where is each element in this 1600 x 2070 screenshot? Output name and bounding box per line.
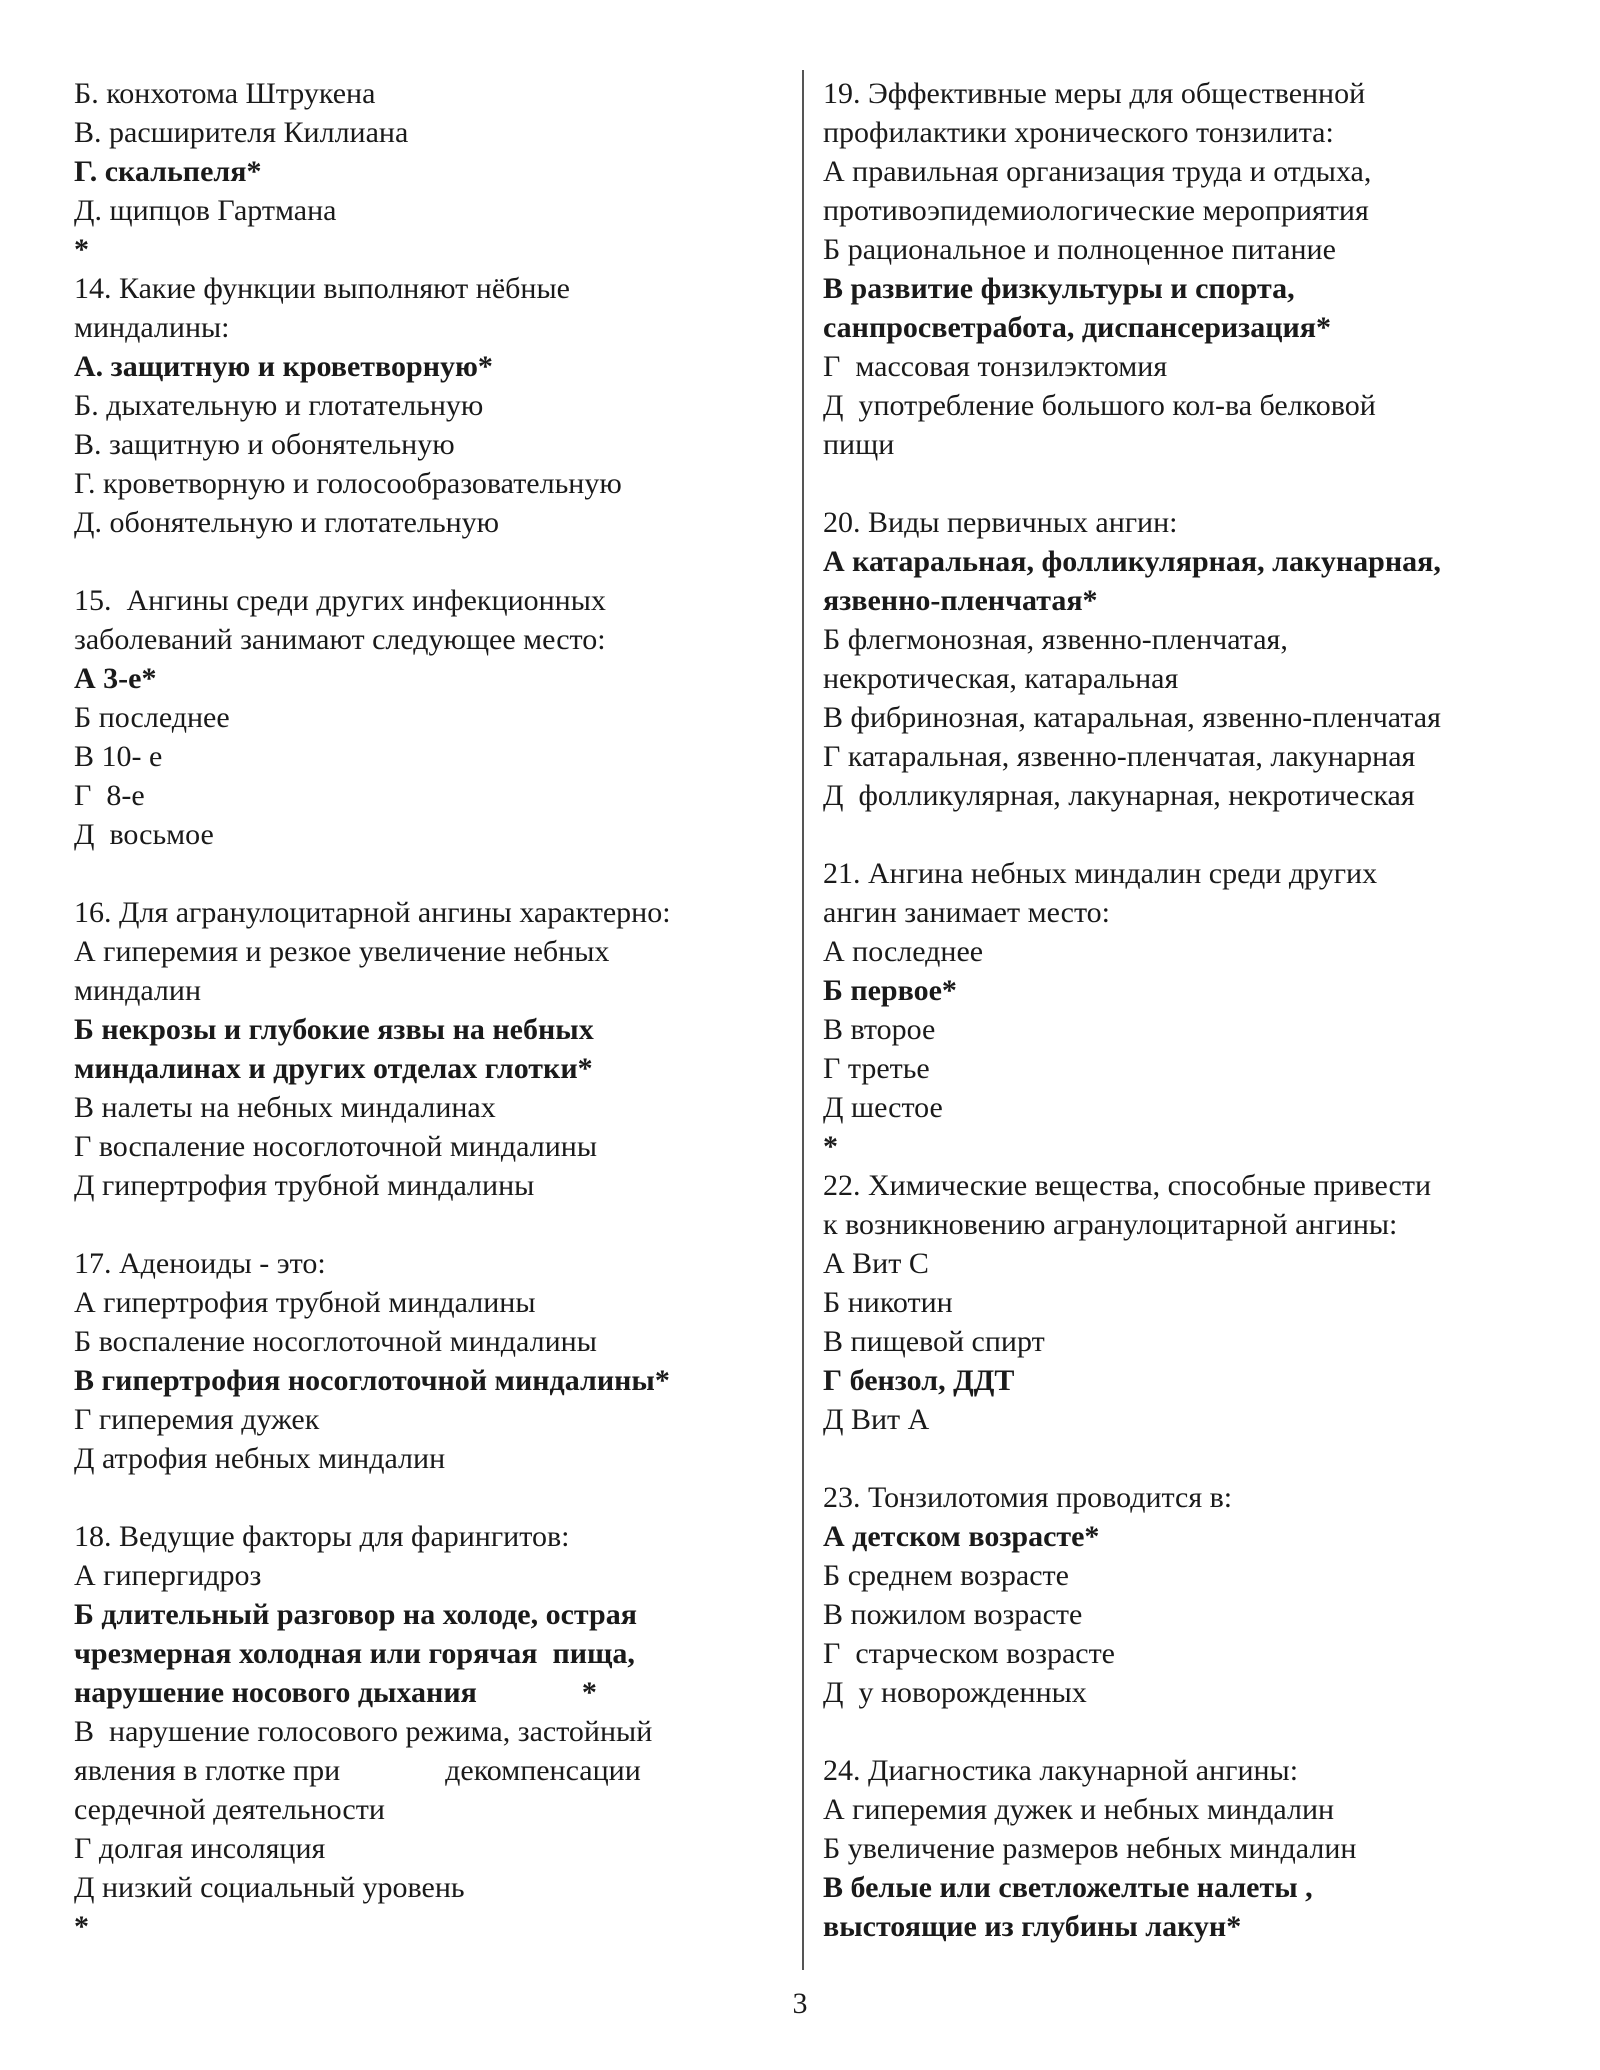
text-line: Д. щипцов Гартмана: [74, 194, 337, 227]
right-column: [823, 74, 1563, 1946]
text-line: А. защитную и кроветворную*: [74, 350, 493, 383]
text-line: В развитие физкультуры и спорта,: [823, 272, 1295, 305]
text-line: Б. дыхательную и глотательную: [74, 389, 484, 422]
text-line: *: [74, 233, 89, 266]
text-line: [74, 542, 774, 581]
text-line: Б никотин: [823, 1286, 953, 1319]
text-line: некротическая, катаральная: [823, 662, 1179, 695]
text-line: А катаральная, фолликулярная, лакунарная,: [823, 545, 1441, 578]
text-line: Д шестое: [823, 1091, 943, 1124]
column-divider: [802, 70, 804, 1970]
text-line: Б первое*: [823, 974, 957, 1007]
text-line: А Вит С: [823, 1247, 929, 1280]
text-line: В пищевой спирт: [823, 1325, 1045, 1358]
text-line: Г 8-е: [74, 779, 145, 812]
text-line: В пожилом возрасте: [823, 1598, 1083, 1631]
text-line: Г долгая инсоляция: [74, 1832, 326, 1865]
text-line: В фибринозная, катаральная, язвенно-пленчатая: [823, 701, 1441, 734]
text-line: Б увеличение размеров небных миндалин: [823, 1832, 1357, 1865]
text-line: [823, 1712, 1563, 1751]
text-line: [74, 854, 774, 893]
text-line: 19. Эффективные меры для общественной: [823, 77, 1366, 110]
text-line: 15. Ангины среди других инфекционных: [74, 584, 606, 617]
text-line: [823, 1439, 1563, 1478]
text-line: 18. Ведущие факторы для фарингитов:: [74, 1520, 570, 1553]
text-line: миндалинах и других отделах глотки*: [74, 1052, 593, 1085]
text-line: 17. Аденоиды - это:: [74, 1247, 326, 1280]
text-line: [74, 1205, 774, 1244]
text-line: Д восьмое: [74, 818, 214, 851]
text-line: В налеты на небных миндалинах: [74, 1091, 496, 1124]
text-line: [823, 815, 1563, 854]
text-line: В второе: [823, 1013, 936, 1046]
text-line: Д гипертрофия трубной миндалины: [74, 1169, 535, 1202]
text-line: миндалин: [74, 974, 202, 1007]
text-line: Г гиперемия дужек: [74, 1403, 320, 1436]
text-line: Г старческом возрасте: [823, 1637, 1116, 1670]
text-line: Б рациональное и полноценное питание: [823, 233, 1336, 266]
text-line: заболеваний занимают следующее место:: [74, 623, 606, 656]
text-line: А гиперемия дужек и небных миндалин: [823, 1793, 1335, 1826]
text-line: Г катаральная, язвенно-пленчатая, лакунарная: [823, 740, 1416, 773]
text-line: Б некрозы и глубокие язвы на небных: [74, 1013, 594, 1046]
text-line: А гипертрофия трубной миндалины: [74, 1286, 536, 1319]
text-line: *: [823, 1130, 838, 1163]
text-line: Б длительный разговор на холоде, острая: [74, 1598, 637, 1631]
text-line: Г. кроветворную и голосообразовательную: [74, 467, 622, 500]
text-line: язвенно-пленчатая*: [823, 584, 1098, 617]
text-line: санпросветработа, диспансеризация*: [823, 311, 1332, 344]
text-line: В. расширителя Киллиана: [74, 116, 409, 149]
text-line: миндалины:: [74, 311, 230, 344]
text-line: В гипертрофия носоглоточной миндалины*: [74, 1364, 670, 1397]
text-line: Д Вит А: [823, 1403, 930, 1436]
text-line: А гиперемия и резкое увеличение небных: [74, 935, 610, 968]
text-line: А последнее: [823, 935, 984, 968]
text-line: Б флегмонозная, язвенно-пленчатая,: [823, 623, 1288, 656]
text-line: Д атрофия небных миндалин: [74, 1442, 446, 1475]
text-line: В нарушение голосового режима, застойный: [74, 1715, 653, 1748]
text-line: чрезмерная холодная или горячая пища,: [74, 1637, 635, 1670]
text-line: [74, 1478, 774, 1517]
text-line: Г бензол, ДДТ: [823, 1364, 1015, 1397]
text-line: А гипергидроз: [74, 1559, 262, 1592]
text-line: противоэпидемиологические мероприятия: [823, 194, 1369, 227]
text-line: 23. Тонзилотомия проводится в:: [823, 1481, 1233, 1514]
text-line: Б. конхотома Штрукена: [74, 77, 376, 110]
text-line: сердечной деятельности: [74, 1793, 385, 1826]
text-line: 22. Химические вещества, способные привести: [823, 1169, 1432, 1202]
text-line: 14. Какие функции выполняют нёбные: [74, 272, 570, 305]
text-line: В белые или светложелтые налеты ,: [823, 1871, 1313, 1904]
text-line: ангин занимает место:: [823, 896, 1110, 929]
text-line: В. защитную и обонятельную: [74, 428, 455, 461]
text-line: нарушение носового дыхания *: [74, 1676, 597, 1709]
text-line: к возникновению агранулоцитарной ангины:: [823, 1208, 1398, 1241]
text-line: А правильная организация труда и отдыха,: [823, 155, 1372, 188]
text-line: 16. Для агранулоцитарной ангины характерно:: [74, 896, 671, 929]
text-line: явления в глотке при декомпенсации: [74, 1754, 641, 1787]
text-line: *: [74, 1910, 89, 1943]
text-line: Г. скальпеля*: [74, 155, 262, 188]
text-line: Б последнее: [74, 701, 230, 734]
text-line: выстоящие из глубины лакун*: [823, 1910, 1242, 1943]
text-line: 21. Ангина небных миндалин среди других: [823, 857, 1378, 890]
text-line: [823, 464, 1563, 503]
text-line: Г воспаление носоглоточной миндалины: [74, 1130, 597, 1163]
text-line: Д. обонятельную и глотательную: [74, 506, 500, 539]
text-line: Д употребление большого кол-ва белковой: [823, 389, 1376, 422]
text-line: Г третье: [823, 1052, 930, 1085]
text-line: В 10- е: [74, 740, 163, 773]
text-line: Б воспаление носоглоточной миндалины: [74, 1325, 597, 1358]
text-line: Д фолликулярная, лакунарная, некротическая: [823, 779, 1415, 812]
page-number: 3: [792, 1987, 808, 2020]
text-line: А 3-е*: [74, 662, 157, 695]
text-line: Г массовая тонзилэктомия: [823, 350, 1168, 383]
text-line: Д низкий социальный уровень: [74, 1871, 465, 1904]
text-line: 20. Виды первичных ангин:: [823, 506, 1178, 539]
text-line: Б среднем возрасте: [823, 1559, 1069, 1592]
text-line: пищи: [823, 428, 895, 461]
text-line: 24. Диагностика лакунарной ангины:: [823, 1754, 1299, 1787]
text-line: А детском возрасте*: [823, 1520, 1100, 1553]
text-line: Д у новорожденных: [823, 1676, 1087, 1709]
left-column: [74, 74, 774, 1946]
text-line: профилактики хронического тонзилита:: [823, 116, 1334, 149]
